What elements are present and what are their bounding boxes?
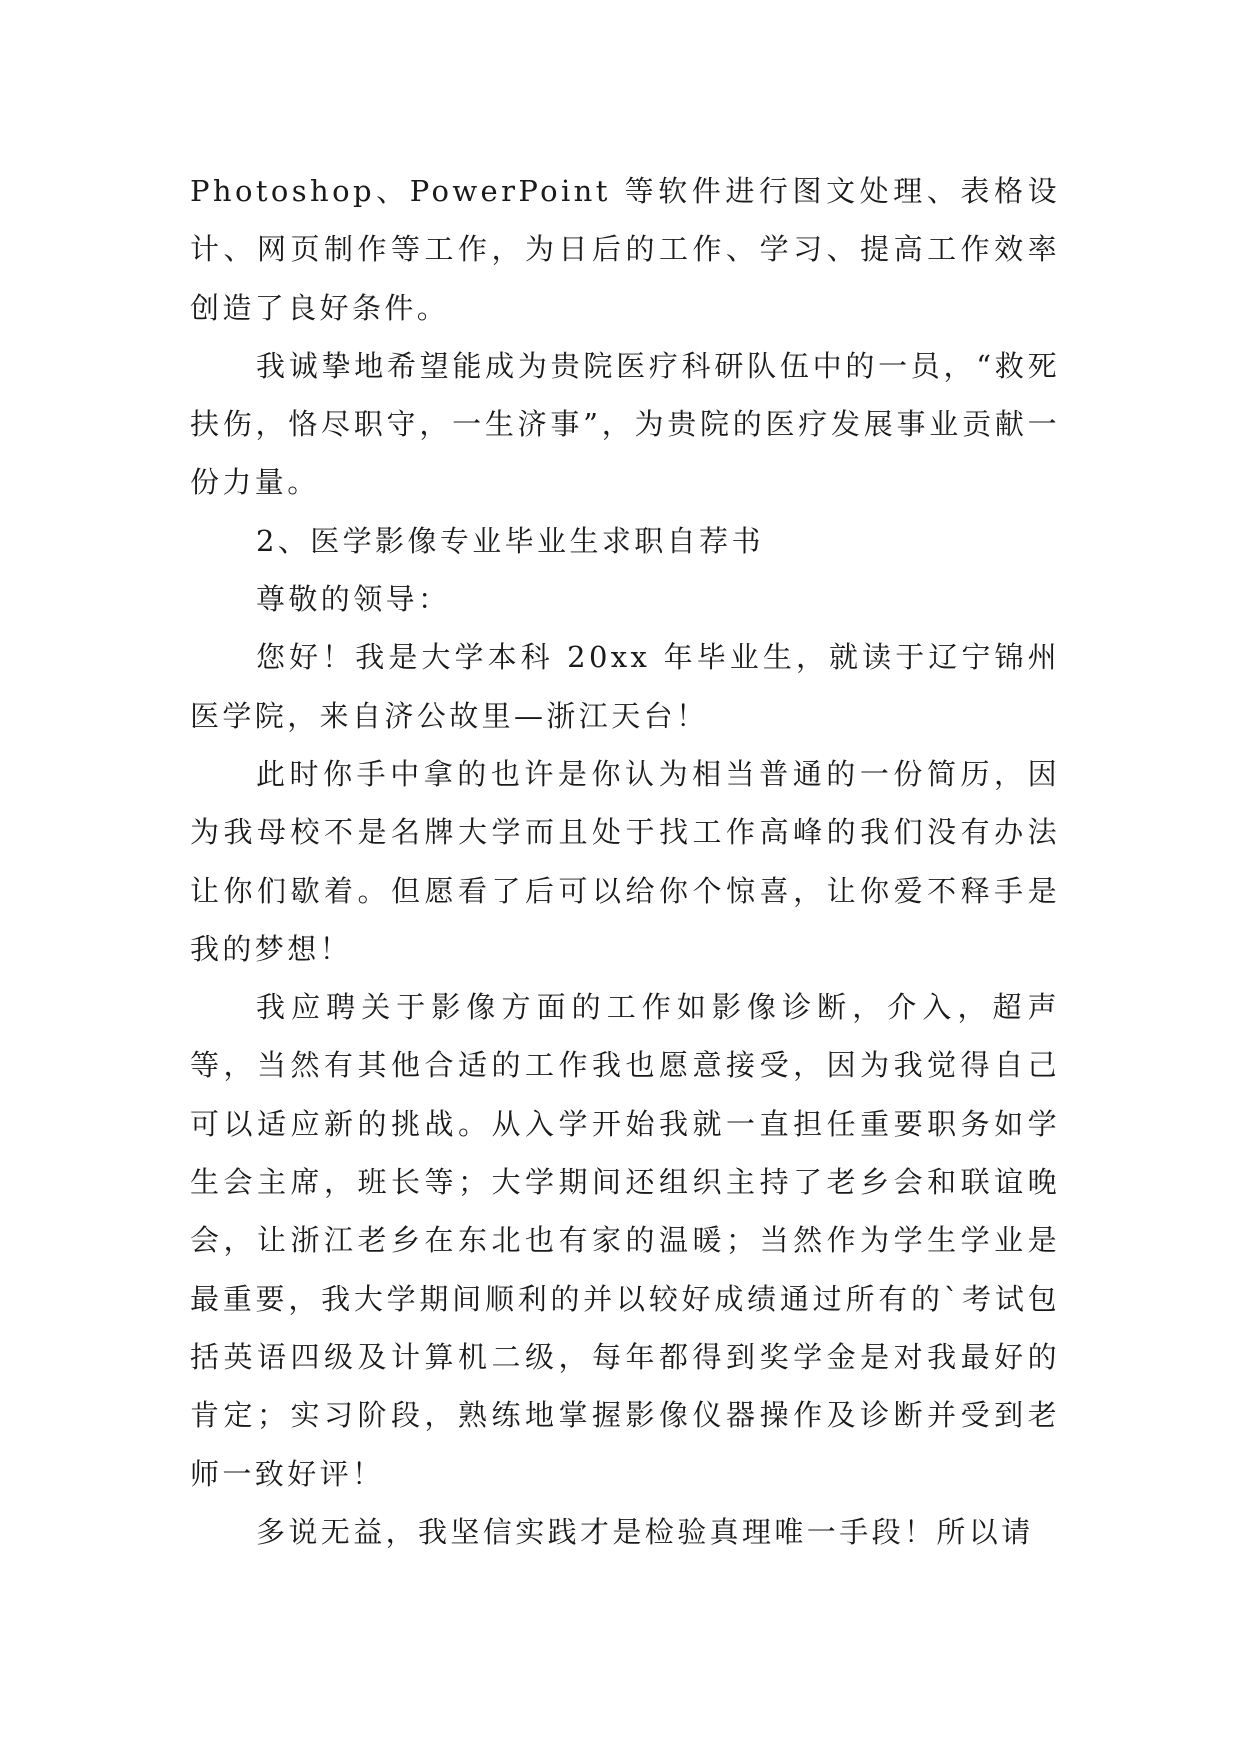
paragraph-experience: 我应聘关于影像方面的工作如影像诊断，介入，超声等，当然有其他合适的工作我也愿意接受，因为我觉得自己可以适应新的挑战。从入学开始我就一直担任重要职务如学生会主席，班长等；大学期间还组织主持了老乡会和联谊晚会，让浙江老乡在东北也有家的温暖；当然作为学生学业是最重要，我大学期间顺利的并以较好成绩通过所有的`考试包括英语四级及计算机二级，每年都得到奖学金是对我最好的肯定；实习阶段，熟练地掌握影像仪器操作及诊断并受到老师一致好评！ <box>190 990 1060 1491</box>
paragraph-aspiration: 我诚挚地希望能成为贵院医疗科研队伍中的一员，“救死扶伤，恪尽职守，一生济事”，为贵院的医疗发展事业贡献一份力量。 <box>190 348 1060 500</box>
salutation: 尊敬的领导： <box>256 582 451 617</box>
paragraph-closing: 多说无益，我坚信实践才是检验真理唯一手段！所以请 <box>256 1514 1034 1549</box>
paragraph-software-skills: Photoshop、PowerPoint 等软件进行图文处理、表格设计、网页制作等工作，为日后的工作、学习、提高工作效率创造了良好条件。 <box>190 174 1060 325</box>
document-body <box>190 162 1060 1561</box>
paragraph-greeting: 您好！我是大学本科 20xx 年毕业生，就读于辽宁锦州医学院，来自济公故里—浙江天台！ <box>190 640 1060 733</box>
paragraph-resume-intro: 此时你手中拿的也许是你认为相当普通的一份简历，因为我母校不是名牌大学而且处于找工作高峰的我们没有办法让你们歇着。但愿看了后可以给你个惊喜，让你爱不释手是我的梦想！ <box>190 756 1060 966</box>
section-heading: 2、医学影像专业毕业生求职自荐书 <box>256 523 764 558</box>
